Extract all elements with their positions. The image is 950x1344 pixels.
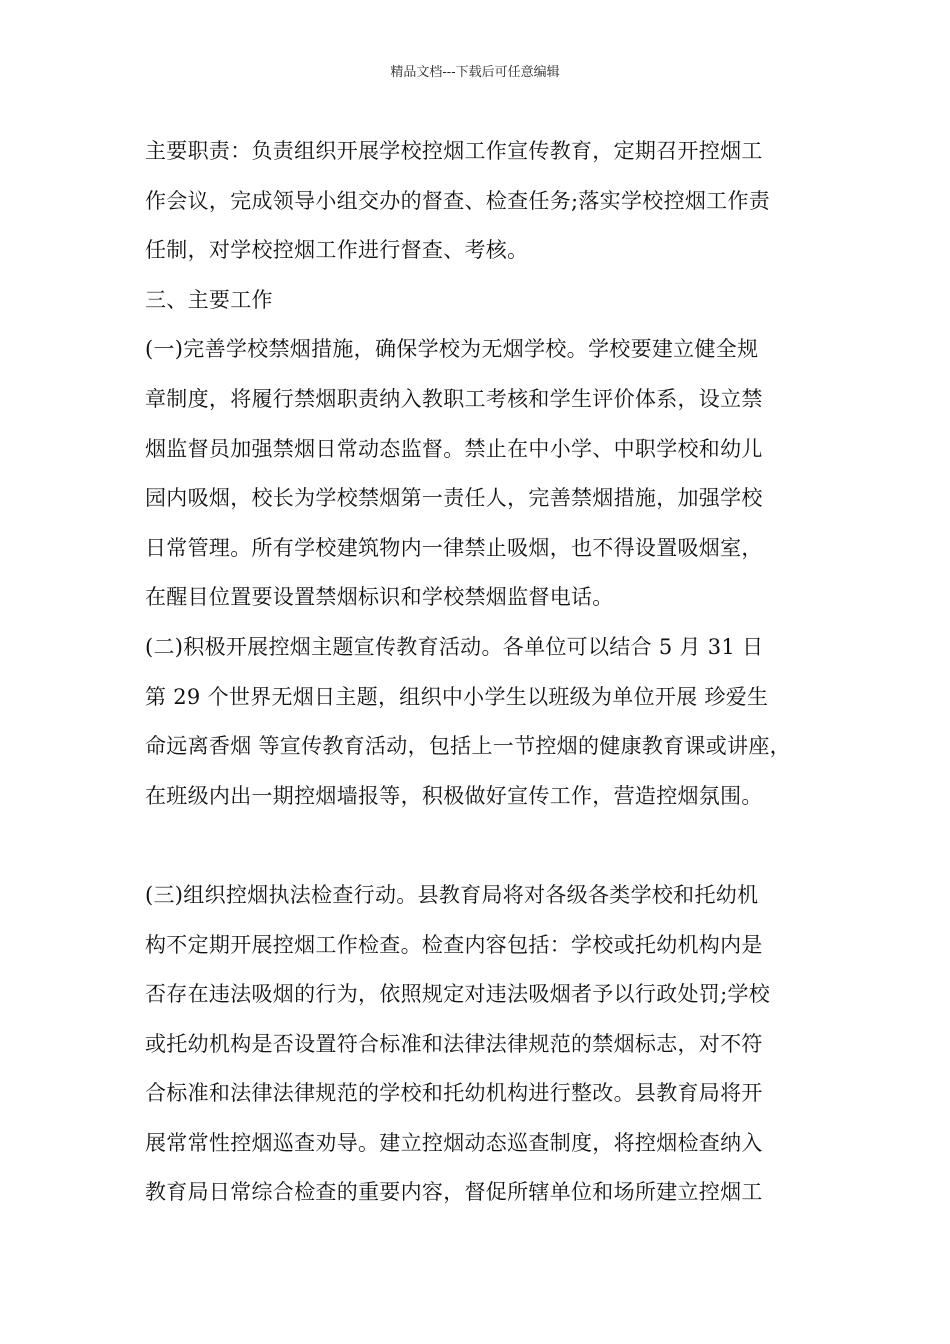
text-line: 在醒目位置要设置禁烟标识和学校禁烟监督电话。 bbox=[145, 585, 614, 610]
text-line: (一)完善学校禁烟措施，确保学校为无烟学校。学校要建立健全规 bbox=[145, 337, 759, 362]
text-line: 任制，对学校控烟工作进行督查、考核。 bbox=[145, 238, 529, 263]
section-heading: 三、主要工作 bbox=[145, 287, 273, 312]
text-line: 命远离香烟 等宣传教育活动，包括上一节控烟的健康教育课或讲座， bbox=[145, 734, 791, 759]
text-line: 构不定期开展控烟工作检查。检查内容包括：学校或托幼机构内是 bbox=[145, 932, 763, 957]
text-line: 第 29 个世界无烟日主题，组织中小学生以班级为单位开展 珍爱生 bbox=[145, 684, 769, 709]
text-line: (三)组织控烟执法检查行动。县教育局将对各级各类学校和托幼机 bbox=[145, 882, 759, 907]
text-line: 园内吸烟，校长为学校禁烟第一责任人，完善禁烟措施，加强学校 bbox=[145, 486, 763, 511]
text-line: 或托幼机构是否设置符合标准和法律法律规范的禁烟标志，对不符 bbox=[145, 1031, 763, 1056]
document-body bbox=[145, 132, 825, 1223]
page-header: 精品文档---下载后可任意编辑 bbox=[390, 65, 560, 80]
text-line: 在班级内出一期控烟墙报等，积极做好宣传工作，营造控烟氛围。 bbox=[145, 783, 763, 808]
text-line: 合标准和法律法律规范的学校和托幼机构进行整改。县教育局将开 bbox=[145, 1081, 763, 1106]
text-line: 章制度，将履行禁烟职责纳入教职工考核和学生评价体系，设立禁 bbox=[145, 386, 763, 411]
paragraph-gap bbox=[145, 826, 825, 876]
text-line: 教育局日常综合检查的重要内容，督促所辖单位和场所建立控烟工 bbox=[145, 1180, 763, 1205]
text-line: 作会议，完成领导小组交办的督查、检查任务;落实学校控烟工作责 bbox=[145, 188, 771, 213]
text-line: 展常常性控烟巡查劝导。建立控烟动态巡查制度，将控烟检查纳入 bbox=[145, 1130, 763, 1155]
text-line: 日常管理。所有学校建筑物内一律禁止吸烟，也不得设置吸烟室， bbox=[145, 535, 763, 560]
text-line: 烟监督员加强禁烟日常动态监督。禁止在中小学、中职学校和幼儿 bbox=[145, 436, 763, 461]
text-line: (二)积极开展控烟主题宣传教育活动。各单位可以结合 5 月 31 日 bbox=[145, 634, 764, 659]
text-line: 主要职责：负责组织开展学校控烟工作宣传教育，定期召开控烟工 bbox=[145, 139, 763, 163]
text-line: 否存在违法吸烟的行为，依照规定对违法吸烟者予以行政处罚;学校 bbox=[145, 982, 771, 1007]
